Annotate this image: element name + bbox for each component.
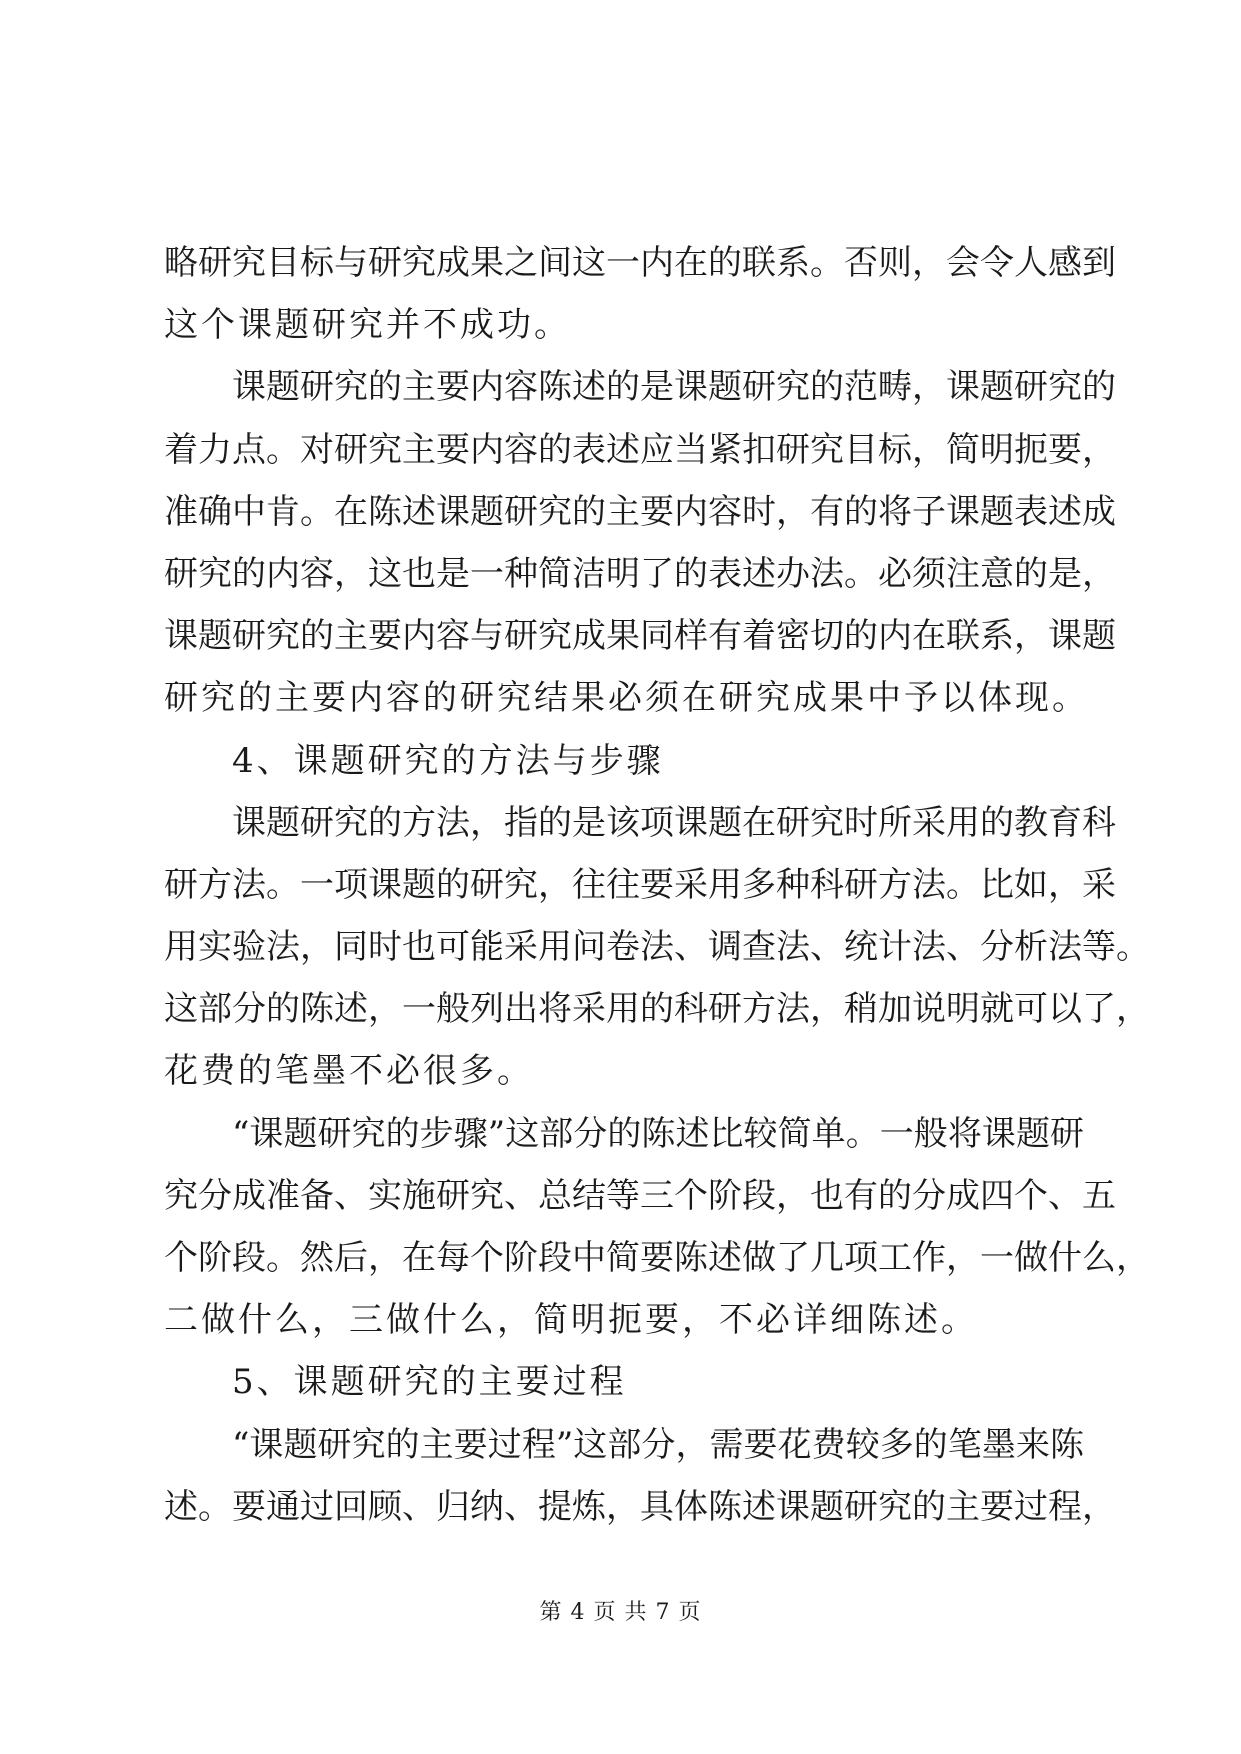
text-line: 用实验法，同时也可能采用问卷法、调查法、统计法、分析法等。 — [164, 927, 1150, 968]
text-line: 课题研究的方法，指的是该项课题在研究时所采用的教育科 — [232, 802, 1116, 843]
text-line: 个阶段。然后，在每个阶段中简要陈述做了几项工作，一做什么， — [164, 1238, 1150, 1278]
page-footer: 第 4 页 共 7 页 — [539, 1600, 702, 1625]
text-line: “课题研究的主要过程”这部分，需要花费较多的笔墨来陈 — [232, 1424, 1084, 1465]
text-line: 这个课题研究并不成功。 — [164, 305, 571, 346]
text-line: “课题研究的步骤”这部分的陈述比较简单。一般将课题研 — [232, 1113, 1084, 1154]
text-line: 研究的内容，这也是一种简洁明了的表述办法。必须注意的是， — [164, 553, 1116, 594]
text-line: 究分成准备、实施研究、总结等三个阶段，也有的分成四个、五 — [164, 1175, 1116, 1216]
section-heading: 4、课题研究的方法与步骤 — [232, 740, 664, 781]
text-line: 二做什么，三做什么，简明扼要，不必详细陈述。 — [164, 1300, 978, 1341]
body-text — [164, 232, 1150, 1538]
text-line: 述。要通过回顾、归纳、提炼，具体陈述课题研究的主要过程， — [164, 1486, 1116, 1527]
text-line: 这部分的陈述，一般列出将采用的科研方法，稍加说明就可以了， — [164, 989, 1150, 1030]
section-heading: 5、课题研究的主要过程 — [232, 1362, 627, 1403]
text-line: 略研究目标与研究成果之间这一内在的联系。否则，会令人感到 — [164, 243, 1116, 283]
text-line: 花费的笔墨不必很多。 — [164, 1051, 534, 1092]
text-line: 研方法。一项课题的研究，往往要采用多种科研方法。比如，采 — [164, 864, 1116, 905]
text-line: 着力点。对研究主要内容的表述应当紧扣研究目标，简明扼要， — [164, 429, 1116, 470]
text-line: 准确中肯。在陈述课题研究的主要内容时，有的将子课题表述成 — [164, 491, 1116, 532]
text-line: 研究的主要内容的研究结果必须在研究成果中予以体现。 — [164, 678, 1089, 719]
text-line: 课题研究的主要内容与研究成果同样有着密切的内在联系，课题 — [164, 616, 1116, 657]
text-line: 课题研究的主要内容陈述的是课题研究的范畴，课题研究的 — [232, 367, 1116, 408]
